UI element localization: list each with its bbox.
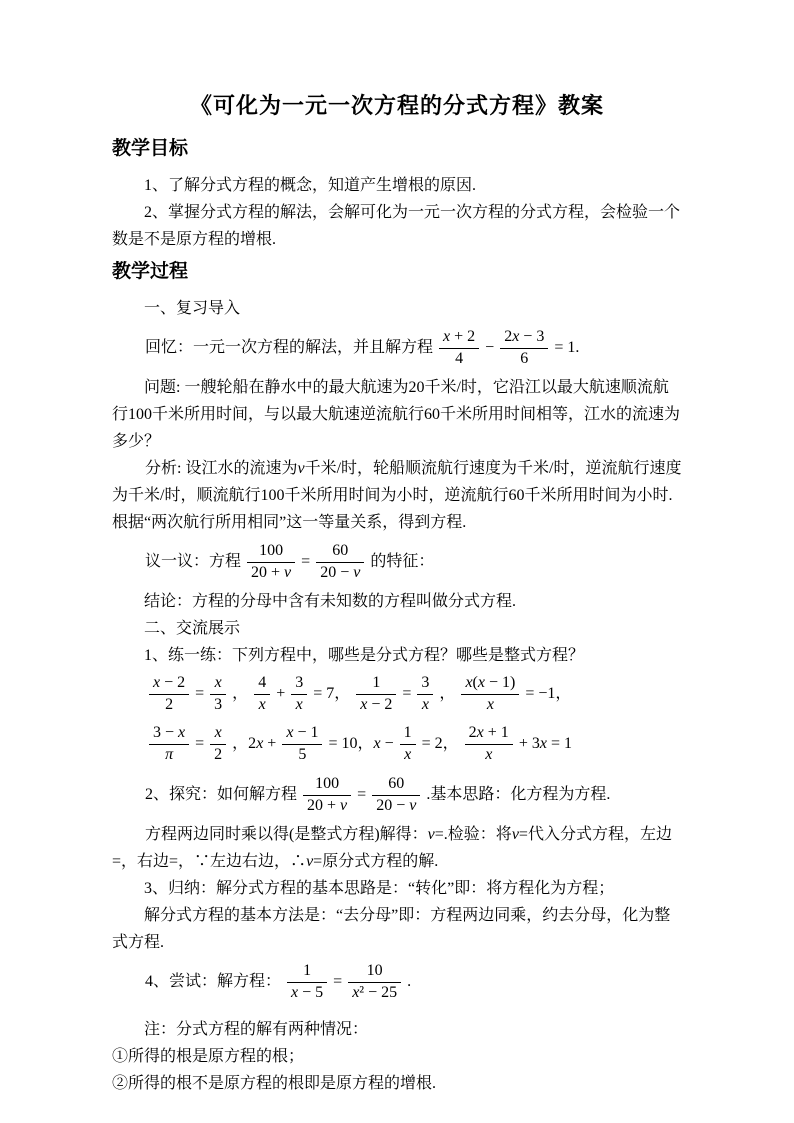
math-text: . — [407, 973, 412, 990]
fraction-denominator: x — [295, 695, 303, 713]
math-text: ， — [232, 685, 249, 702]
fraction — [254, 674, 270, 714]
heading-teaching-process: 教学过程 — [112, 261, 189, 282]
math-text: 分析: 设江水的流速为v千米/时，轮船顺流航行速度为千米/时，逆流航行速度为千米/时，顺流航行100千米所用时间为小时，逆流航行60千米所用时间为小时.根据“两次航行所用相同”这一等量关系，得到方程. — [112, 460, 682, 531]
math-text: 的特征： — [370, 553, 435, 570]
note-item-1: ①所得的根是原方程的根； — [112, 1048, 305, 1065]
fraction-numerator: x − 1 — [282, 724, 322, 744]
discuss-equation-line — [112, 536, 682, 588]
fraction-numerator: 3 — [417, 674, 433, 694]
fraction — [291, 674, 307, 714]
fraction-numerator: 3 − x — [149, 724, 189, 744]
math-text: = 2， — [421, 735, 459, 752]
fraction — [461, 674, 519, 714]
fraction-numerator: x + 2 — [439, 328, 479, 348]
fraction — [316, 542, 364, 582]
fraction-denominator: x − 5 — [291, 983, 324, 1001]
fraction-denominator: x — [486, 695, 494, 713]
fraction — [400, 724, 416, 764]
fraction-denominator: 3 — [214, 695, 223, 713]
fraction-numerator: 100 — [247, 542, 295, 562]
section-review-intro: 一、复习导入 — [144, 300, 241, 317]
goal-item-1: 1、了解分式方程的概念，知道产生增根的原因. — [144, 177, 477, 194]
equation-row-2 — [112, 719, 682, 769]
math-text: + — [276, 685, 286, 702]
fraction-denominator: π — [165, 745, 174, 763]
practice-intro: 1、练一练：下列方程中，哪些是分式方程？哪些是整式方程？ — [144, 647, 585, 664]
fraction-numerator: 100 — [303, 775, 351, 795]
fraction-numerator: x(x − 1) — [461, 674, 519, 694]
fraction — [149, 674, 189, 714]
fraction — [287, 962, 327, 1002]
fraction-numerator: 1 — [287, 962, 327, 982]
fraction-numerator: 4 — [254, 674, 270, 694]
fraction-denominator: 20 + v — [251, 563, 292, 581]
math-text: = — [333, 973, 343, 990]
fraction-denominator: 20 + v — [307, 796, 348, 814]
math-text: + 3x = 1 — [518, 735, 572, 752]
problem-paragraph: 问题: 一艘轮船在静水中的最大航速为20千米/时，它沿江以最大航速顺流航行100千米所用时间，与以最大航速逆流航行60千米所用时间相等，江水的流速为多少？ — [112, 379, 681, 450]
fraction-denominator: 4 — [455, 349, 464, 367]
attempt-equation-line — [112, 956, 682, 1008]
fraction-numerator: 3 — [291, 674, 307, 694]
fraction-denominator: 20 − v — [320, 563, 361, 581]
math-text: 回忆：一元一次方程的解法，并且解方程 — [145, 339, 434, 356]
math-text: = — [402, 685, 412, 702]
math-text: ， — [439, 685, 456, 702]
math-text: = — [301, 553, 311, 570]
fraction-numerator: 2x + 1 — [465, 724, 513, 744]
fraction — [500, 328, 548, 368]
fraction-numerator: x — [210, 724, 226, 744]
fraction-denominator: 6 — [520, 349, 529, 367]
fraction — [417, 674, 433, 714]
math-text: = 10，x − — [328, 735, 394, 752]
fraction — [303, 775, 351, 815]
math-text: 议一议：方程 — [145, 553, 242, 570]
fraction-numerator: 10 — [348, 962, 401, 982]
goal-item-2: 2、掌握分式方程的解法，会解可化为一元一次方程的分式方程，会检验一个数是不是原方程的增根. — [112, 204, 681, 248]
math-text: = 7， — [313, 685, 351, 702]
fraction-numerator: 60 — [316, 542, 364, 562]
fraction — [149, 724, 189, 764]
fraction — [348, 962, 401, 1002]
fraction-denominator: x — [404, 745, 412, 763]
math-text: .基本思路：化方程为方程. — [426, 786, 611, 803]
fraction-denominator: 2 — [165, 695, 174, 713]
fraction-denominator: x — [485, 745, 493, 763]
math-text: 2、探究：如何解方程 — [145, 786, 298, 803]
fraction — [210, 674, 226, 714]
note-heading: 注：分式方程的解有两种情况： — [144, 1021, 369, 1038]
section-exchange-display: 二、交流展示 — [144, 620, 241, 637]
fraction — [210, 724, 226, 764]
summary-idea-paragraph: 3、归纳：解分式方程的基本思路是：“转化”即：将方程化为方程； — [144, 880, 615, 897]
recall-equation-line — [112, 322, 682, 374]
fraction-denominator: x² − 25 — [352, 983, 398, 1001]
math-text: = — [195, 735, 205, 752]
fraction-numerator: x − 2 — [149, 674, 189, 694]
fraction-denominator: x — [258, 695, 266, 713]
fraction-numerator: 60 — [372, 775, 420, 795]
fraction-denominator: 5 — [298, 745, 307, 763]
fraction — [465, 724, 513, 764]
math-text: = — [195, 685, 205, 702]
document-title: 《可化为一元一次方程的分式方程》教案 — [189, 93, 604, 118]
note-item-2: ②所得的根不是原方程的根即是原方程的增根. — [112, 1075, 437, 1092]
fraction-denominator: 20 − v — [376, 796, 417, 814]
solve-steps-paragraph — [112, 821, 682, 875]
math-text: ，2x + — [232, 735, 277, 752]
summary-method-paragraph: 解分式方程的基本方法是：“去分母”即：方程两边同乘，约去分母，化为整式方程. — [112, 907, 671, 951]
fraction — [356, 674, 396, 714]
fraction — [282, 724, 322, 764]
fraction-numerator: 1 — [400, 724, 416, 744]
fraction — [372, 775, 420, 815]
math-text: = — [357, 786, 367, 803]
math-text: = 1. — [554, 339, 580, 356]
math-text: 方程两边同时乘以得(是整式方程)解得：v=.检验：将v=代入分式方程，左边=，右边=，∵左边右边，∴v=原分式方程的解. — [112, 826, 672, 870]
fraction-denominator: x — [421, 695, 429, 713]
fraction-denominator: x − 2 — [360, 695, 393, 713]
fraction — [439, 328, 479, 368]
math-text: 4、尝试：解方程： — [145, 973, 282, 990]
heading-teaching-goals: 教学目标 — [112, 138, 189, 159]
conclusion-paragraph: 结论：方程的分母中含有未知数的方程叫做分式方程. — [144, 593, 517, 610]
equation-row-1 — [112, 669, 682, 719]
math-text: − — [485, 339, 495, 356]
fraction-numerator: x — [210, 674, 226, 694]
fraction — [247, 542, 295, 582]
math-text: = −1， — [525, 685, 572, 702]
fraction-numerator: 1 — [356, 674, 396, 694]
fraction-denominator: 2 — [214, 745, 223, 763]
explore-equation-line — [112, 769, 682, 821]
fraction-numerator: 2x − 3 — [500, 328, 548, 348]
analysis-paragraph — [112, 455, 682, 536]
